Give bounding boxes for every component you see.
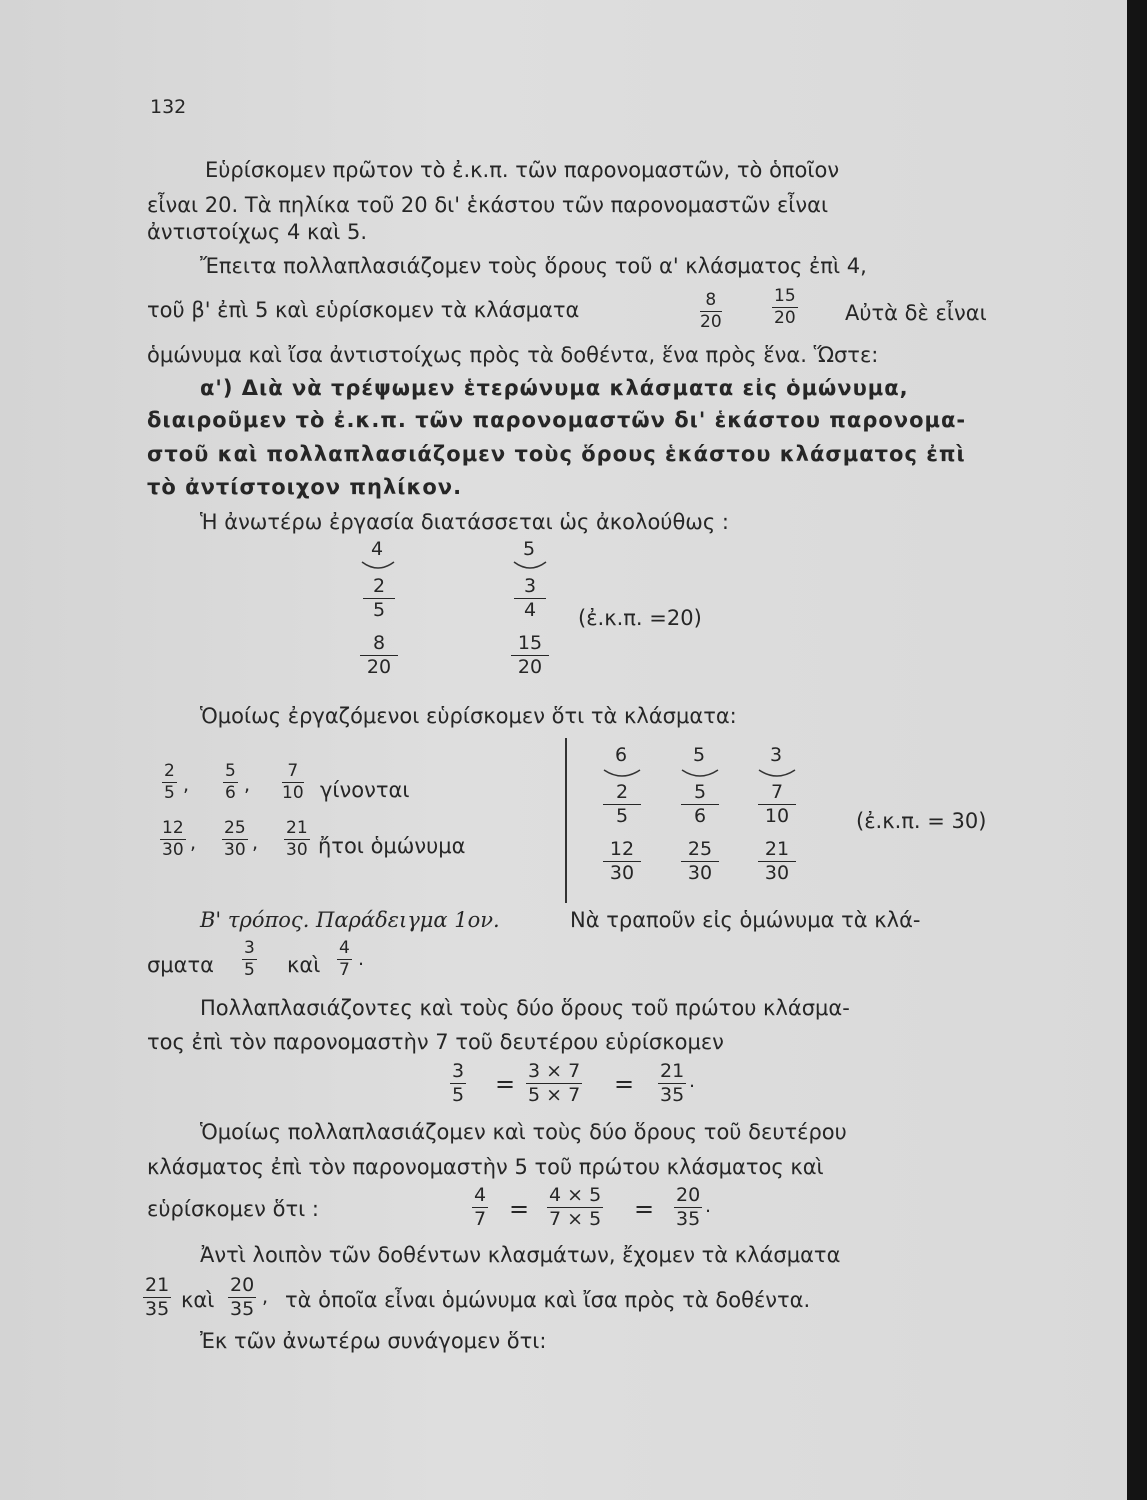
eq1-fraction-21-35: $\frac{21}{35}$ bbox=[660, 1060, 685, 1106]
fraction-7-10-scheme2: $\frac{7}{10}$ bbox=[758, 783, 796, 826]
fraction-5-6: $\frac{5}{6}$ bbox=[225, 761, 236, 803]
text-line-12: Ὁμοίως ἐργαζόμενοι εὑρίσκομεν ὅτι τὰ κλάσματα: bbox=[200, 704, 737, 728]
page-edge-shadow bbox=[1127, 0, 1147, 1500]
fraction-21-30: $\frac{21}{30}$ bbox=[286, 818, 308, 860]
text-line-6: ὁμώνυμα καὶ ἴσα ἀντιστοίχως πρὸς τὰ δοθέντα, ἕνα πρὸς ἕνα. Ὥστε: bbox=[147, 343, 879, 367]
comma: , bbox=[252, 832, 259, 854]
arc-mark-3 bbox=[602, 768, 642, 780]
word-itoi-homonyma: ἤτοι ὁμώνυμα bbox=[318, 834, 466, 858]
fraction-21-30-scheme2: $\frac{21}{30}$ bbox=[758, 840, 796, 883]
text-line-2: εἶναι 20. Τὰ πηλίκα τοῦ 20 δι' ἑκάστου τῶν παρονομαστῶν εἶναι bbox=[147, 193, 829, 217]
fraction-21-35: $\frac{21}{35}$ bbox=[145, 1274, 170, 1320]
period: . bbox=[358, 948, 365, 970]
fraction-4-7: $\frac{4}{7}$ bbox=[339, 938, 350, 980]
fraction-8-20-scheme: $\frac{8}{20}$ bbox=[360, 634, 398, 677]
word-kai: καὶ bbox=[181, 1288, 215, 1312]
fraction-25-30: $\frac{25}{30}$ bbox=[224, 818, 246, 860]
fraction-15-20-scheme: $\frac{15}{20}$ bbox=[511, 634, 549, 677]
text-line-1: Εὑρίσκομεν πρῶτον τὸ ἐ.κ.π. τῶν παρονομαστῶν, τὸ ὁποῖον bbox=[205, 158, 840, 182]
text-line-24: τὰ ὁποῖα εἶναι ὁμώνυμα καὶ ἴσα πρὸς τὰ δοθέντα. bbox=[285, 1288, 811, 1312]
quotient-6: 6 bbox=[615, 744, 628, 766]
rule-line-1: α') Διὰ νὰ τρέψωμεν ἑτερώνυμα κλάσματα εἰς ὁμώνυμα, bbox=[200, 376, 909, 400]
lcm-note-20: (ἐ.κ.π. =20) bbox=[578, 606, 702, 630]
comma: , bbox=[262, 1286, 269, 1308]
fraction-3-5: $\frac{3}{5}$ bbox=[244, 938, 255, 980]
word-kai: καὶ bbox=[287, 953, 321, 977]
column-divider bbox=[565, 738, 567, 903]
quotient-4: 4 bbox=[371, 538, 384, 560]
arc-mark-1 bbox=[360, 560, 396, 572]
quotient-3: 3 bbox=[770, 744, 783, 766]
period: . bbox=[705, 1195, 712, 1217]
lcm-note-30: (ἐ.κ.π. = 30) bbox=[856, 809, 987, 833]
text-line-4: Ἔπειτα πολλαπλασιάζομεν τοὺς ὅρους τοῦ α' κλάσματος ἐπὶ 4, bbox=[200, 254, 867, 278]
rule-line-3: στοῦ καὶ πολλαπλασιάζομεν τοὺς ὅρους ἑκάστου κλάσματος ἐπὶ bbox=[147, 442, 966, 466]
fraction-20-35: $\frac{20}{35}$ bbox=[230, 1274, 255, 1320]
arc-mark-4 bbox=[680, 768, 720, 780]
equals-sign: = bbox=[634, 1195, 655, 1223]
text-line-21: κλάσματος ἐπὶ τὸν παρονομαστὴν 5 τοῦ πρώτου κλάσματος καὶ bbox=[147, 1155, 824, 1179]
eq2-fraction-4-7: $\frac{4}{7}$ bbox=[474, 1184, 487, 1230]
fraction-2-5-scheme2: $\frac{2}{5}$ bbox=[603, 783, 641, 826]
equals-sign: = bbox=[614, 1070, 635, 1098]
text-line-5b: Αὐτὰ δὲ εἶναι bbox=[845, 301, 987, 325]
period: . bbox=[689, 1070, 696, 1092]
fraction-7-10: $\frac{7}{10}$ bbox=[282, 761, 304, 803]
fraction-25-30-scheme2: $\frac{25}{30}$ bbox=[681, 840, 719, 883]
text-line-17: Πολλαπλασιάζοντες καὶ τοὺς δύο ὅρους τοῦ πρώτου κλάσμα- bbox=[200, 996, 850, 1020]
fraction-5-6-scheme2: $\frac{5}{6}$ bbox=[681, 783, 719, 826]
word-ginontai: γίνονται bbox=[320, 778, 410, 802]
comma: , bbox=[190, 832, 197, 854]
page-number: 132 bbox=[150, 96, 187, 118]
quotient-5b: 5 bbox=[693, 744, 706, 766]
fraction-12-30-scheme2: $\frac{12}{30}$ bbox=[603, 840, 641, 883]
eq2-fraction-20-35: $\frac{20}{35}$ bbox=[676, 1184, 701, 1230]
text-line-18: τος ἐπὶ τὸν παρονομαστὴν 7 τοῦ δευτέρου εὑρίσκομεν bbox=[147, 1030, 724, 1054]
arc-mark-5 bbox=[757, 768, 797, 780]
text-line-23: Ἀντὶ λοιπὸν τῶν δοθέντων κλασμάτων, ἔχομεν τὰ κλάσματα bbox=[200, 1243, 841, 1267]
text-line-11: Ἡ ἀνωτέρω ἐργασία διατάσσεται ὡς ἀκολούθως : bbox=[200, 510, 729, 534]
fraction-2-5-scheme: $\frac{2}{5}$ bbox=[363, 577, 395, 620]
text-line-16: σματα bbox=[147, 953, 214, 977]
rule-line-2: διαιροῦμεν τὸ ἐ.κ.π. τῶν παρονομαστῶν δι' ἑκάστου παρονομα- bbox=[147, 408, 967, 432]
fraction-12-30: $\frac{12}{30}$ bbox=[162, 818, 184, 860]
comma: , bbox=[183, 774, 190, 796]
equals-sign: = bbox=[495, 1070, 516, 1098]
text-line-3: ἀντιστοίχως 4 καὶ 5. bbox=[147, 220, 368, 244]
eq2-fraction-product: $\frac{4 \times 5}{7 \times 5}$ bbox=[549, 1184, 602, 1230]
text-line-20: Ὁμοίως πολλαπλασιάζομεν καὶ τοὺς δύο ὅρους τοῦ δευτέρου bbox=[200, 1120, 847, 1144]
fraction-2-5: $\frac{2}{5}$ bbox=[164, 761, 175, 803]
eq1-fraction-3-5: $\frac{3}{5}$ bbox=[452, 1060, 465, 1106]
equals-sign: = bbox=[509, 1195, 530, 1223]
text-line-22: εὑρίσκομεν ὅτι : bbox=[147, 1197, 319, 1221]
fraction-3-4-scheme: $\frac{3}{4}$ bbox=[514, 577, 546, 620]
eq1-fraction-product: $\frac{3 \times 7}{5 \times 7}$ bbox=[528, 1060, 581, 1106]
arc-mark-2 bbox=[512, 560, 548, 572]
text-line-15b: Νὰ τραποῦν εἰς ὁμώνυμα τὰ κλά- bbox=[570, 908, 921, 932]
text-line-5a: τοῦ β' ἐπὶ 5 καὶ εὑρίσκομεν τὰ κλάσματα bbox=[147, 298, 580, 322]
fraction-8-20: $\frac{8}{20}$ bbox=[700, 290, 722, 332]
rule-line-4: τὸ ἀντίστοιχον πηλίκον. bbox=[147, 475, 463, 499]
text-line-25: Ἐκ τῶν ἀνωτέρω συνάγομεν ὅτι: bbox=[200, 1329, 547, 1353]
comma: , bbox=[244, 774, 251, 796]
fraction-15-20: $\frac{15}{20}$ bbox=[774, 286, 796, 328]
quotient-5: 5 bbox=[523, 538, 536, 560]
method-b-heading: Β' τρόπος. Παράδειγμα 1ον. bbox=[200, 908, 500, 932]
